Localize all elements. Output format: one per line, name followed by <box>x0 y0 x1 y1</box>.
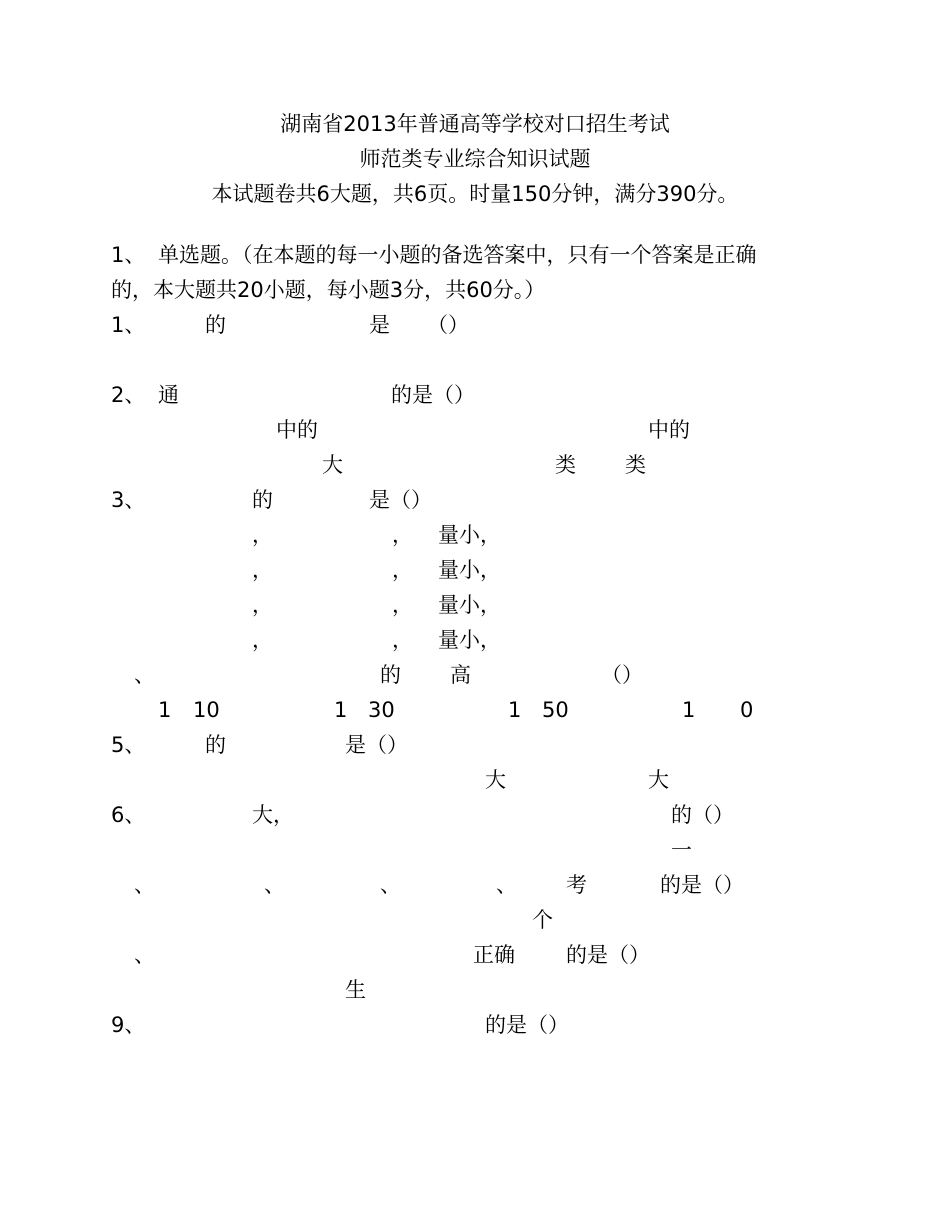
q1-fragment: 的 <box>205 313 226 337</box>
q6-option: 一 <box>671 838 692 862</box>
q4-number: 、 <box>134 663 155 687</box>
section-heading-line1: 单选题。（在本题的每一小题的备选答案中，只有一个答案是正确 <box>158 243 757 267</box>
q5-blank: 是（） <box>345 733 408 757</box>
q3-option-text: 量小， <box>438 558 501 582</box>
q2-option: 中的 <box>276 418 318 442</box>
q6-fragment: 大， <box>252 803 294 827</box>
q3-option-comma: ， <box>392 628 413 652</box>
q3-option-text: 量小， <box>438 628 501 652</box>
q4-option-value: 50 <box>542 698 569 722</box>
q2-option: 类 <box>555 453 576 477</box>
q3-number: 3、 <box>111 488 146 512</box>
q9-number: 9、 <box>111 1013 146 1037</box>
q4-option-value: 1 <box>158 698 172 722</box>
q7-option: 个 <box>532 908 553 932</box>
exam-subtitle: 师范类专业综合知识试题 <box>359 147 591 171</box>
q3-option-text: 量小， <box>438 523 501 547</box>
q9-blank: 的是（） <box>485 1013 569 1037</box>
q5-fragment: 的 <box>205 733 226 757</box>
q7-separator: 、 <box>264 873 285 897</box>
q6-number: 6、 <box>111 803 146 827</box>
q5-option: 大 <box>485 768 506 792</box>
q8-fragment: 正确 <box>473 943 515 967</box>
q7-fragment: 考 <box>566 873 587 897</box>
q5-number: 5、 <box>111 733 146 757</box>
q3-option-comma: ， <box>252 523 273 547</box>
q2-option: 大 <box>322 453 343 477</box>
q3-option-comma: ， <box>252 558 273 582</box>
exam-title: 湖南省2013年普通高等学校对口招生考试 <box>280 112 670 136</box>
q1-blank: （） <box>427 313 469 337</box>
q4-option-value: 1 <box>508 698 522 722</box>
q3-option-comma: ， <box>252 628 273 652</box>
q3-blank: 是（） <box>369 488 432 512</box>
q4-option-value: 30 <box>368 698 395 722</box>
q7-blank: 的是（） <box>660 873 744 897</box>
q1-fragment: 是 <box>369 313 390 337</box>
q7-number: 、 <box>134 873 155 897</box>
q2-number: 2、 <box>111 383 146 407</box>
q4-option-value: 10 <box>193 698 220 722</box>
q8-blank: 的是（） <box>566 943 650 967</box>
q4-fragment: 高 <box>450 663 471 687</box>
q2-fragment: 通 <box>158 383 179 407</box>
q2-option: 中的 <box>648 418 690 442</box>
q4-option-value: 0 <box>740 698 754 722</box>
q3-option-comma: ， <box>392 558 413 582</box>
q1-number: 1、 <box>111 313 146 337</box>
q5-option: 大 <box>648 768 669 792</box>
q3-option-comma: ， <box>252 593 273 617</box>
q2-option: 类 <box>625 453 646 477</box>
exam-info: 本试题卷共6大题，共6页。时量150分钟，满分390分。 <box>211 182 739 206</box>
q3-option-comma: ， <box>392 593 413 617</box>
q3-option-comma: ， <box>392 523 413 547</box>
q3-fragment: 的 <box>252 488 273 512</box>
q4-option-value: 1 <box>682 698 696 722</box>
section-number: 1、 <box>111 243 146 267</box>
q7-separator: 、 <box>380 873 401 897</box>
q3-option-text: 量小， <box>438 593 501 617</box>
q4-blank: （） <box>601 663 643 687</box>
section-heading-line2: 的，本大题共20小题，每小题3分，共60分。） <box>111 278 546 302</box>
q6-blank: 的（） <box>671 803 734 827</box>
q2-blank: 的是（） <box>391 383 475 407</box>
q7-separator: 、 <box>496 873 517 897</box>
q4-option-value: 1 <box>334 698 348 722</box>
q8-number: 、 <box>134 943 155 967</box>
q4-fragment: 的 <box>380 663 401 687</box>
q8-option: 生 <box>345 978 366 1002</box>
